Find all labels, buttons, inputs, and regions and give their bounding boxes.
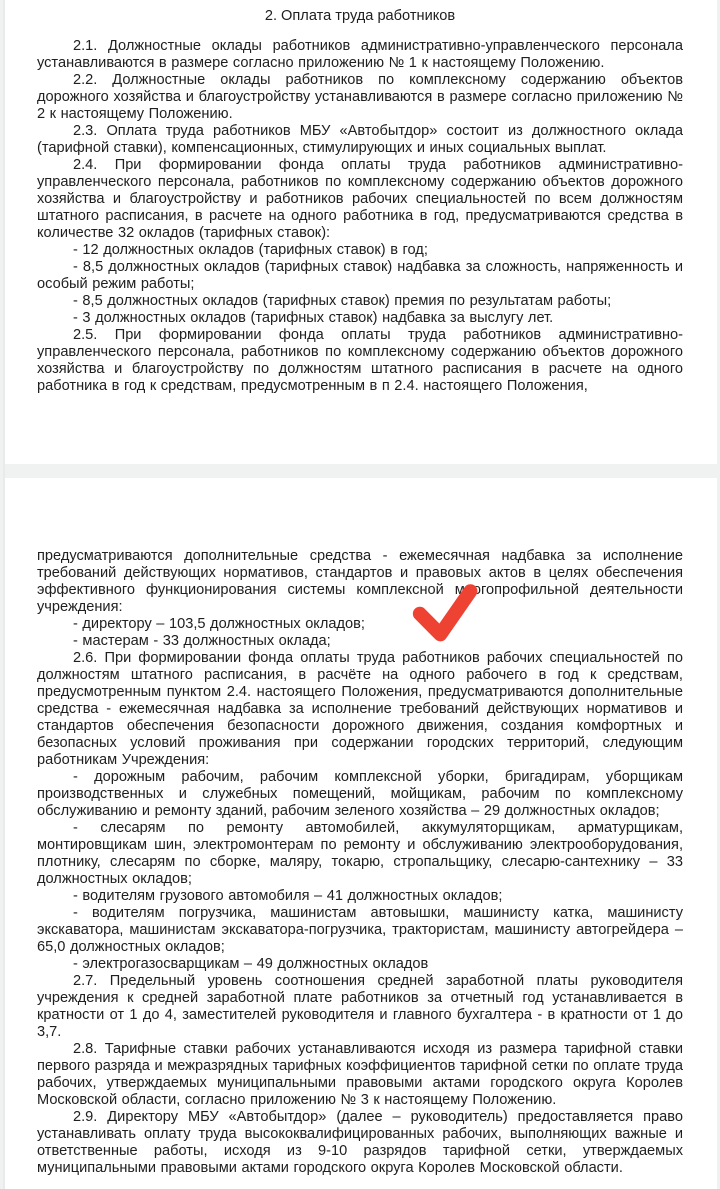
paragraph: 2.8. Тарифные ставки рабочих устанавливаются исходя из размера тарифной ставки первого разряда и межразрядных тарифных коэффициентов тарифной сетки по оплате труда рабочих, утверждаемых муниципальными правовыми актами городского округа Королев Московской области, согласно приложению № 3 к настоящему Положению.	[37, 1041, 683, 1108]
paragraph: - электрогазосварщикам – 49 должностных окладов	[73, 956, 429, 972]
paragraph: - 12 должностных окладов (тарифных ставок) в год;	[73, 242, 428, 258]
paragraph: - 8,5 должностных окладов (тарифных ставок) премия по результатам работы;	[73, 293, 612, 309]
paragraph: - водителям погрузчика, машинистам автовышки, машинисту катка, машинисту экскаватора, машинистам экскаватора-погрузчика, трактористам, машинисту автогрейдера – 65,0 должностных окладов;	[37, 905, 683, 955]
paragraph: 2.5. При формировании фонда оплаты труда работников административно-управленческого персонала, работников по комплексному содержанию объектов дорожного хозяйства и благоустройству по должностям штатного расписания в расчете на одного работника в год к средствам, предусмотренным в п 2.4. настоящего Положения,	[37, 327, 683, 394]
paragraph: - 8,5 должностных окладов (тарифных ставок) надбавка за сложность, напряженность и особый режим работы;	[37, 259, 683, 292]
paragraph: 2.9. Директору МБУ «Автобытдор» (далее – руководитель) предоставляется право устанавливать оплату труда высококвалифицированных рабочих, выполняющих важные и ответственные работы, исходя из 9-10 разрядов тарифной сетки, утверждаемых муниципальными правовыми актами городского округа Королев Московской области.	[37, 1109, 683, 1176]
paragraph: - слесарям по ремонту автомобилей, аккумуляторщикам, арматурщикам, монтировщикам шин, электромонтерам по ремонту и обслуживанию электрооборудования, плотнику, слесарям по сборке, маляру, токарю, стропальщику, слесарю-сантехнику – 33 должностных окладов;	[37, 820, 683, 887]
section-heading: 2. Оплата труда работников	[264, 8, 456, 24]
paragraph: 2.3. Оплата труда работников МБУ «Автобытдор» состоит из должностного оклада (тарифной ставки), компенсационных, стимулирующих и иных социальных выплат.	[37, 123, 683, 156]
paragraph: 2.2. Должностные оклады работников по комплексному содержанию объектов дорожного хозяйства и благоустройству устанавливаются в размере согласно приложению № 2 к настоящему Положению.	[37, 72, 683, 122]
paragraph: 2.7. Предельный уровень соотношения средней заработной платы руководителя учреждения к средней заработной плате работников за отчетный год устанавливается в кратности от 1 до 4, заместителей руководителя и главного бухгалтера - в кратности от 1 до 3,7.	[37, 973, 683, 1040]
page-1	[5, 0, 717, 464]
paragraph: предусматриваются дополнительные средства - ежемесячная надбавка за исполнение требований действующих нормативов, стандартов и правовых актов в целях обеспечения эффективного функционирования системы комплексной многопрофильной деятельности учреждения:	[37, 548, 683, 615]
page-2-body	[37, 548, 683, 1177]
red-checkmark-icon	[406, 583, 484, 646]
paragraph: 2.1. Должностные оклады работников административно-управленческого персонала устанавливаются в размере согласно приложению № 1 к настоящему Положению.	[37, 38, 683, 71]
paragraph: - дорожным рабочим, рабочим комплексной уборки, бригадирам, уборщикам производственных и служебных помещений, мойщикам, рабочим по комплексному обслуживанию и ремонту зданий, рабочим зеленого хозяйства – 29 должностных окладов;	[37, 769, 683, 819]
paragraph: - 3 должностных окладов (тарифных ставок) надбавка за выслугу лет.	[73, 310, 554, 326]
scan-edge-shadow	[3, 0, 5, 1189]
page-2	[5, 478, 717, 1189]
paragraph: - мастерам - 33 должностных оклада;	[73, 633, 331, 649]
red-checkmark-stroke	[419, 591, 474, 636]
page-1-body	[37, 38, 683, 395]
paragraph: - директору – 103,5 должностных окладов;	[73, 616, 365, 632]
paragraph: 2.4. При формировании фонда оплаты труда работников административно-управленческого персонала, работников по комплексному содержанию объектов дорожного хозяйства и благоустройству и работников рабочих специальностей по всем должностям штатного расписания, в расчете на одного работника в год, предусматриваются средства в количестве 32 окладов (тарифных ставок):	[37, 157, 683, 241]
paragraph: - водителям грузового автомобиля – 41 должностных окладов;	[73, 888, 503, 904]
paragraph: 2.6. При формировании фонда оплаты труда работников рабочих специальностей по должностям штатного расписания, в расчёте на одного рабочего в год к средствам, предусмотренным пунктом 2.4. настоящего Положения, предусматриваются дополнительные средства - ежемесячная надбавка за исполнение требований действующих нормативов и стандартов обеспечения безопасности дорожного движения, создания комфортных и безопасных условий проживания при содержании городских территорий, следующим работникам Учреждения:	[37, 650, 683, 768]
